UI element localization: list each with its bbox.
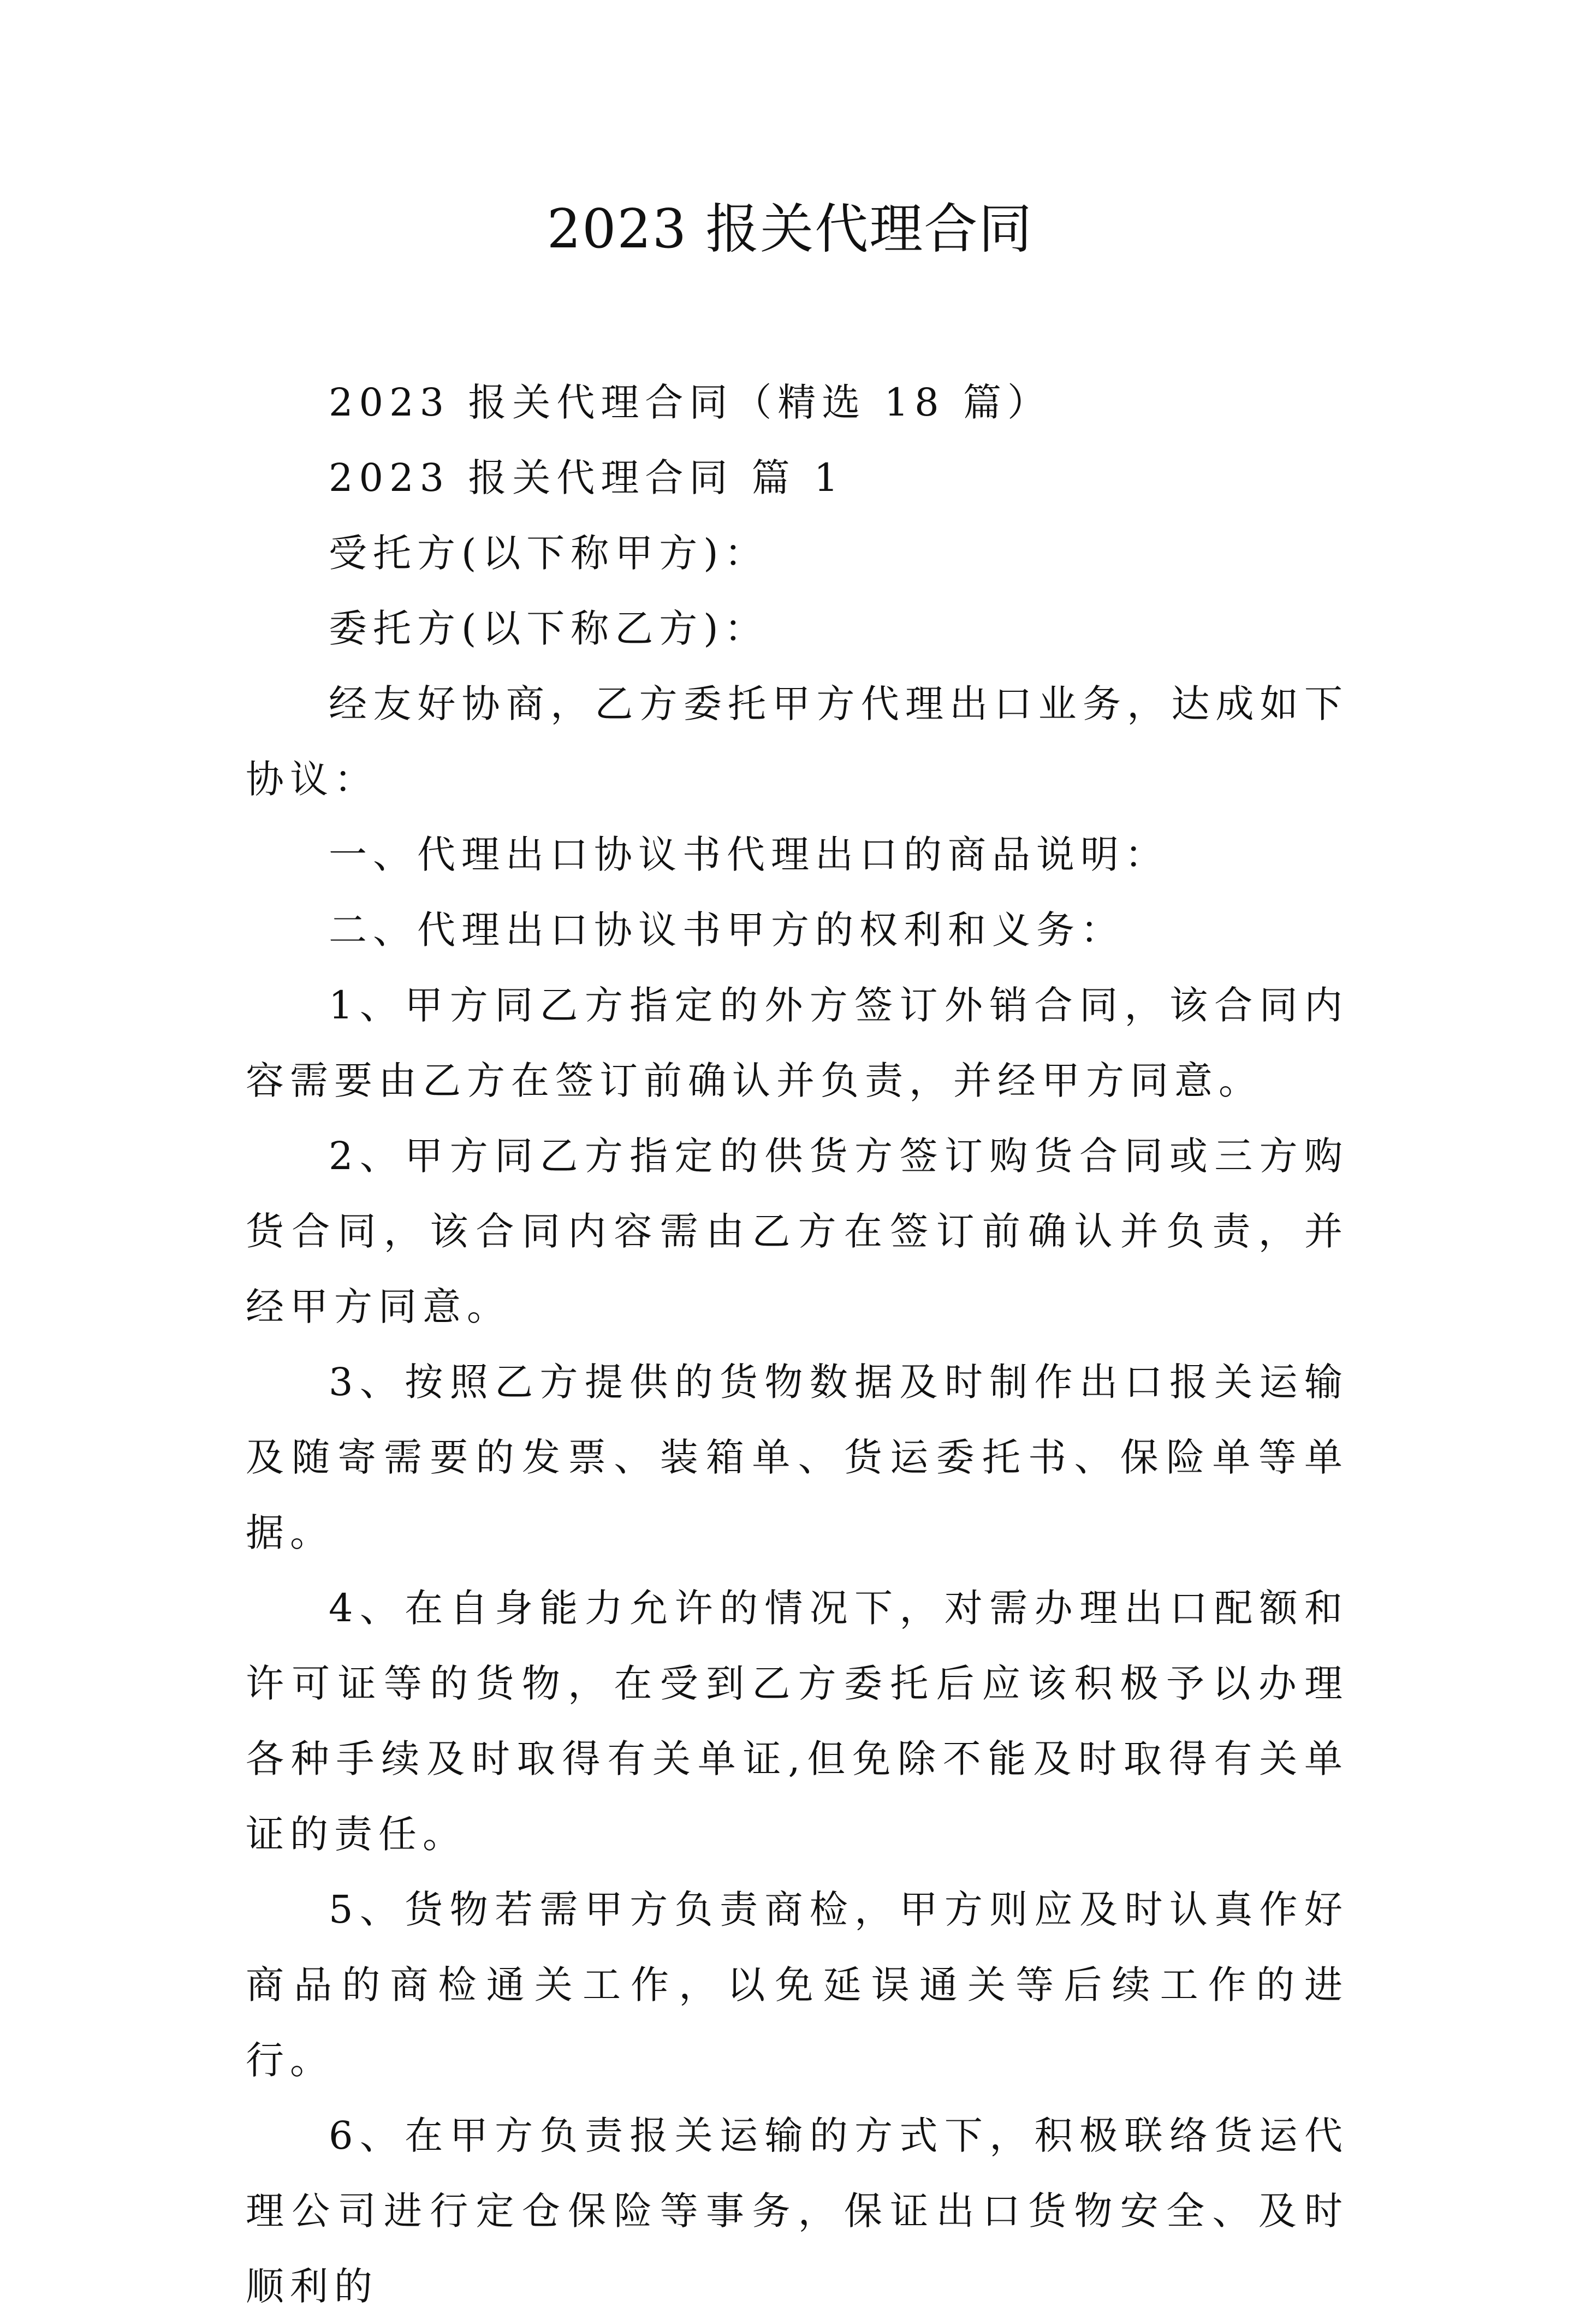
clause-item-1: 1、甲方同乙方指定的外方签订外销合同，该合同内容需要由乙方在签订前确认并负责，并经甲方同意。	[246, 983, 1349, 1103]
party-b-line: 委托方(以下称乙方)：	[329, 606, 769, 651]
clause-item-5: 5、货物若需甲方负责商检，甲方则应及时认真作好商品的商检通关工作，以免延误通关等后续工作的进行。	[246, 1887, 1349, 2083]
clause-item-2: 2、甲方同乙方指定的供货方签订购货合同或三方购货合同，该合同内容需由乙方在签订前确认并负责，并经甲方同意。	[246, 1134, 1349, 1329]
document-title: 2023 报关代理合同	[547, 198, 1033, 260]
clause-item-3: 3、按照乙方提供的货物数据及时制作出口报关运输及随寄需要的发票、装箱单、货运委托书、保险单等单据。	[246, 1360, 1349, 1555]
clause-heading-1: 一、代理出口协议书代理出口的商品说明：	[329, 832, 1169, 877]
preamble-paragraph: 经友好协商，乙方委托甲方代理出口业务，达成如下协议：	[246, 681, 1349, 802]
section-heading: 2023 报关代理合同 篇 1	[329, 455, 845, 500]
clause-item-4: 4、在自身能力允许的情况下，对需办理出口配额和许可证等的货物，在受到乙方委托后应该积极予以办理各种手续及时取得有关单证,但免除不能及时取得有关单证的责任。	[246, 1586, 1349, 1857]
clause-item-6: 6、在甲方负责报关运输的方式下，积极联络货运代理公司进行定仓保险等事务，保证出口货物安全、及时顺利的	[246, 2113, 1349, 2309]
party-a-line: 受托方(以下称甲方)：	[329, 531, 769, 576]
clause-heading-2: 二、代理出口协议书甲方的权利和义务：	[329, 908, 1125, 952]
document-body	[246, 365, 1349, 2324]
subtitle-paragraph: 2023 报关代理合同（精选 18 篇）	[329, 380, 1052, 425]
